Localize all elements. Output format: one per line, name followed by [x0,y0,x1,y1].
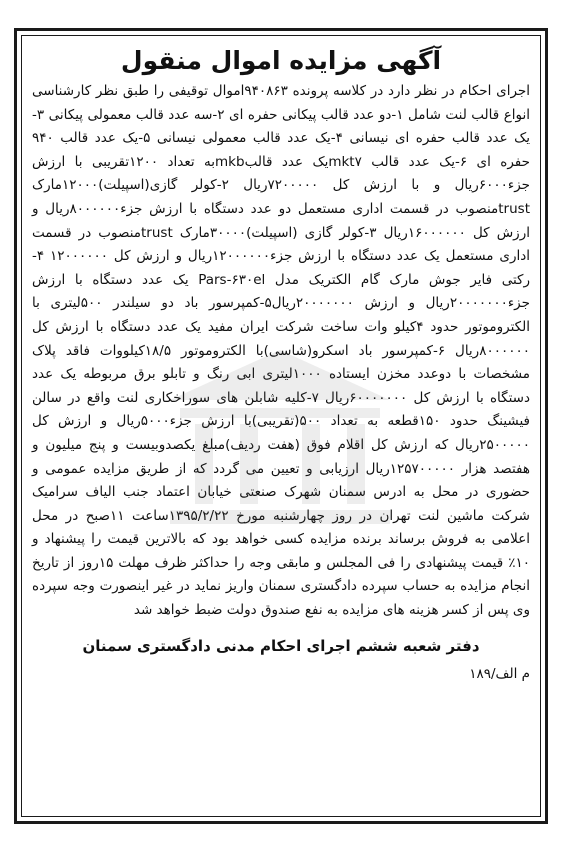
notice-body: اجرای احکام در نظر دارد در کلاسه پرونده ۹۴۰۸۶۳اموال توقیفی را طبق نظر کارشناسی انواع قالب لنت شامل ۱-دو عدد قالب پیکانی حفره ای ۲-سه عدد قالب معمولی پیکانی ۳-یک عدد قالب حفره ای نیسانی ۴-یک عدد قالب معمولی نیسانی ۵-یک عدد قالب ۹۴۰ حفره ای ۶-یک عدد قالب mkt۷یک عدد قالبmkbبه تعداد ۱۲۰۰تقریبی با ارزش جزء۶۰۰۰ریال و با ارزش کل ۷۲۰۰۰۰۰ریال ۲-کولر گازی(اسپیلت)۱۲۰۰۰مارک trustمنصوب در قسمت اداری مستعمل دو عدد دستگاه با ارزش جزء۸۰۰۰۰۰۰ریال و ارزش کل ۱۶۰۰۰۰۰۰ریال ۳-کولر گازی (اسپیلت)۳۰۰۰۰مارک trustمنصوب در قسمت اداری مستعمل یک عدد دستگاه با ارزش جزء۱۲۰۰۰۰۰۰ریال و ارزش کل ۱۲۰۰۰۰۰۰ ۴-رکتی فایر جوش مارک گام الکتریک مدل Pars-۶۳۰el یک عدد دستگاه با ارزش جزء۲۰۰۰۰۰۰۰ریال و ارزش ۲۰۰۰۰۰۰۰ریال۵-کمپرسور باد دو سیلندر ۵۰۰لیتری با الکتروموتور حدود ۴کیلو وات ساخت شرکت ایران مفید یک عدد دستگاه با ارزش کل ۸۰۰۰۰۰۰ریال ۶-کمپرسور باد اسکرو(شاسی)با الکتروموتور ۱۸/۵کیلووات فاقد پلاک مشخصات با دوعدد مخزن ایستاده ۱۰۰۰لیتری ابی رنگ و تابلو برق مربوطه یک عدد دستگاه با ارزش کل ۶۰۰۰۰۰۰۰ریال ۷-کلیه شابلن های سوراخکاری لنت واقع در سالن فیشینگ حدود ۱۵۰قطعه به تعداد ۵۰۰(تقریبی)با ارزش جزء۵۰۰۰ریال و ارزش کل ۲۵۰۰۰۰۰ریال که ارزش کل اقلام فوق (هفت ردیف)مبلغ یکصدوبیست و پنج میلیون و هفتصد هزار ۱۲۵۷۰۰۰۰۰ریال ارزیابی و تعیین می گردد که از طریق مزایده عمومی و حضوری در محل به ادرس سمنان شهرک صنعتی خیابان اعتماد جنب الیاف سرامیک شرکت ماشین لنت تهران در روز چهارشنبه مورخ ۱۳۹۵/۲/۲۲ساعت ۱۱صبح در محل اعلامی به فروش برساند برنده مزایده کسی خواهد بود که بالاترین قیمت را پیشنهاد و ۱۰٪ قیمت پیشنهادی را فی المجلس و مابقی وجه را حداکثر ظرف مهلت ۱۵روز از تاریخ انجام مزایده به حساب سپرده دادگستری سمنان واریز نماید در غیر اینصورت وجه سپرده وی پس از کسر هزینه های مزایده به نفع صندوق دولت ضبط خواهد شد [32,83,531,619]
notice-inner-border [21,35,541,817]
notice-title: آگهی مزایده اموال منقول [120,46,442,75]
notice-reference: م الف/۱۸۹ [469,665,530,682]
notice-frame [14,28,548,824]
notice-signature: دفتر شعبه ششم اجرای احکام مدنی دادگستری سمنان [82,636,480,655]
